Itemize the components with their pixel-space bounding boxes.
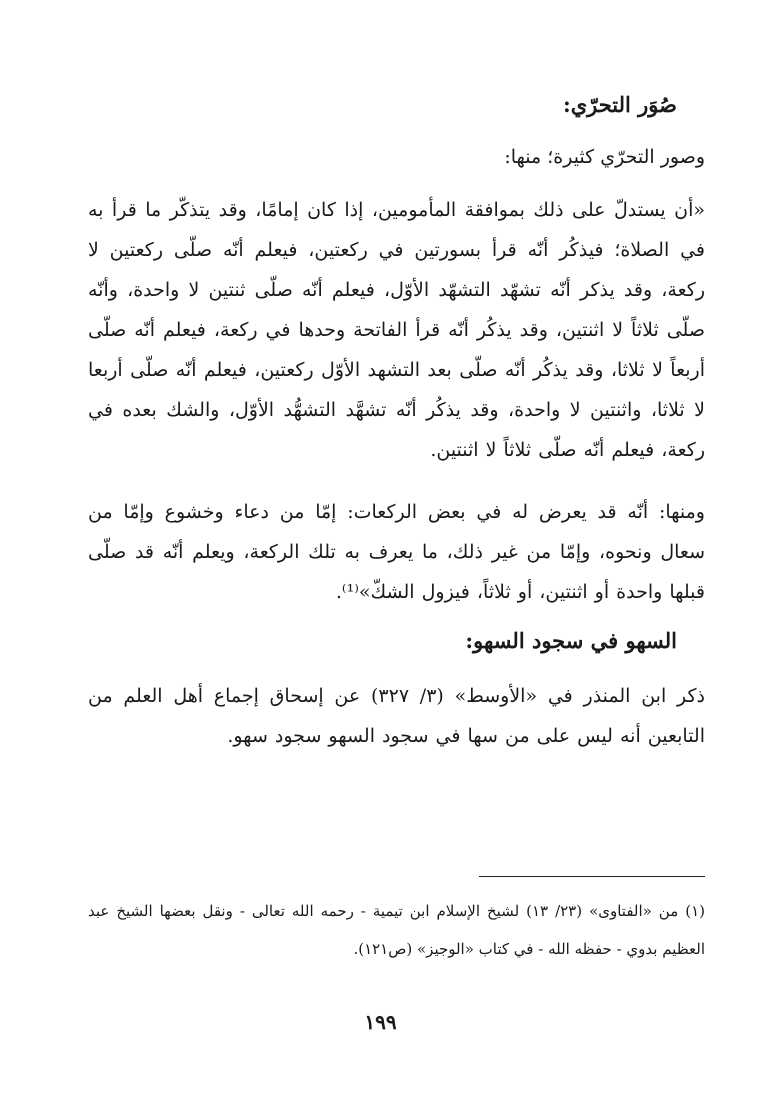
paragraph-quote-part-1: «أن يستدلّ على ذلك بموافقة المأمومين، إذا كان إمامًا، وقد يتذكّر ما قرأ به في الصلاة؛ فيذكُر أنّه قرأ بسورتين في ركعتين، فيعلم أنّه صلّى ركعتين لا ركعة، وقد يذكر أنّه تشهّد التشهّد الأوّل، فيعلم أنّه صلّى ثنتين لا واحدة، وأنّه صلّى ثلاثاً لا اثنتين، وقد يذكُر أنّه قرأ الفاتحة وحدها في ركعة، فيعلم أنّه صلّى أربعاً لا ثلاثا، وقد يذكُر أنّه صلّى بعد التشهد الأوّل ركعتين، فيعلم أنّه صلّى أربعا لا ثلاثا، واثنتين لا واحدة، وقد يذكُر أنّه تشهَّد التشهُّد الأوّل، والشك بعده في ركعة، فيعلم أنّه صلّى ثلاثاً لا اثنتين. bbox=[88, 199, 705, 461]
footnote-1: (١) من «الفتاوى» (٢٣/ ١٣) لشيخ الإسلام ابن تيمية - رحمه الله تعالى - ونقل بعضها الشيخ عبد العظيم بدوي - حفظه الله - في كتاب «الوجيز» (ص١٢١). bbox=[88, 902, 705, 958]
section-heading-sahw-in-sujud-sahw: السهو في سجود السهو: bbox=[465, 628, 677, 653]
paragraph-ibn-mundhir: ذكر ابن المنذر في «الأوسط» (٣/ ٣٢٧) عن إسحاق إجماع أهل العلم من التابعين أنه ليس على من سها في سجود السهو سجود سهو. bbox=[88, 685, 705, 747]
page-number: ١٩٩ bbox=[364, 1010, 397, 1034]
intro-line: وصور التحرّي كثيرة؛ منها: bbox=[504, 146, 705, 168]
section-heading-forms-of-tahari: صُوَر التحرّي: bbox=[562, 92, 677, 117]
footnote-separator bbox=[479, 876, 705, 877]
paragraph-quote-part-2: ومنها: أنّه قد يعرض له في بعض الركعات: إمّا من دعاء وخشوع وإمّا من سعال ونحوه، وإمّا من غير ذلك، ما يعرف به تلك الركعة، ويعلم أنّه قد صلّى قبلها واحدة أو اثنتين، أو ثلاثاً، فيزول الشكّ»⁽¹⁾. bbox=[88, 501, 705, 603]
